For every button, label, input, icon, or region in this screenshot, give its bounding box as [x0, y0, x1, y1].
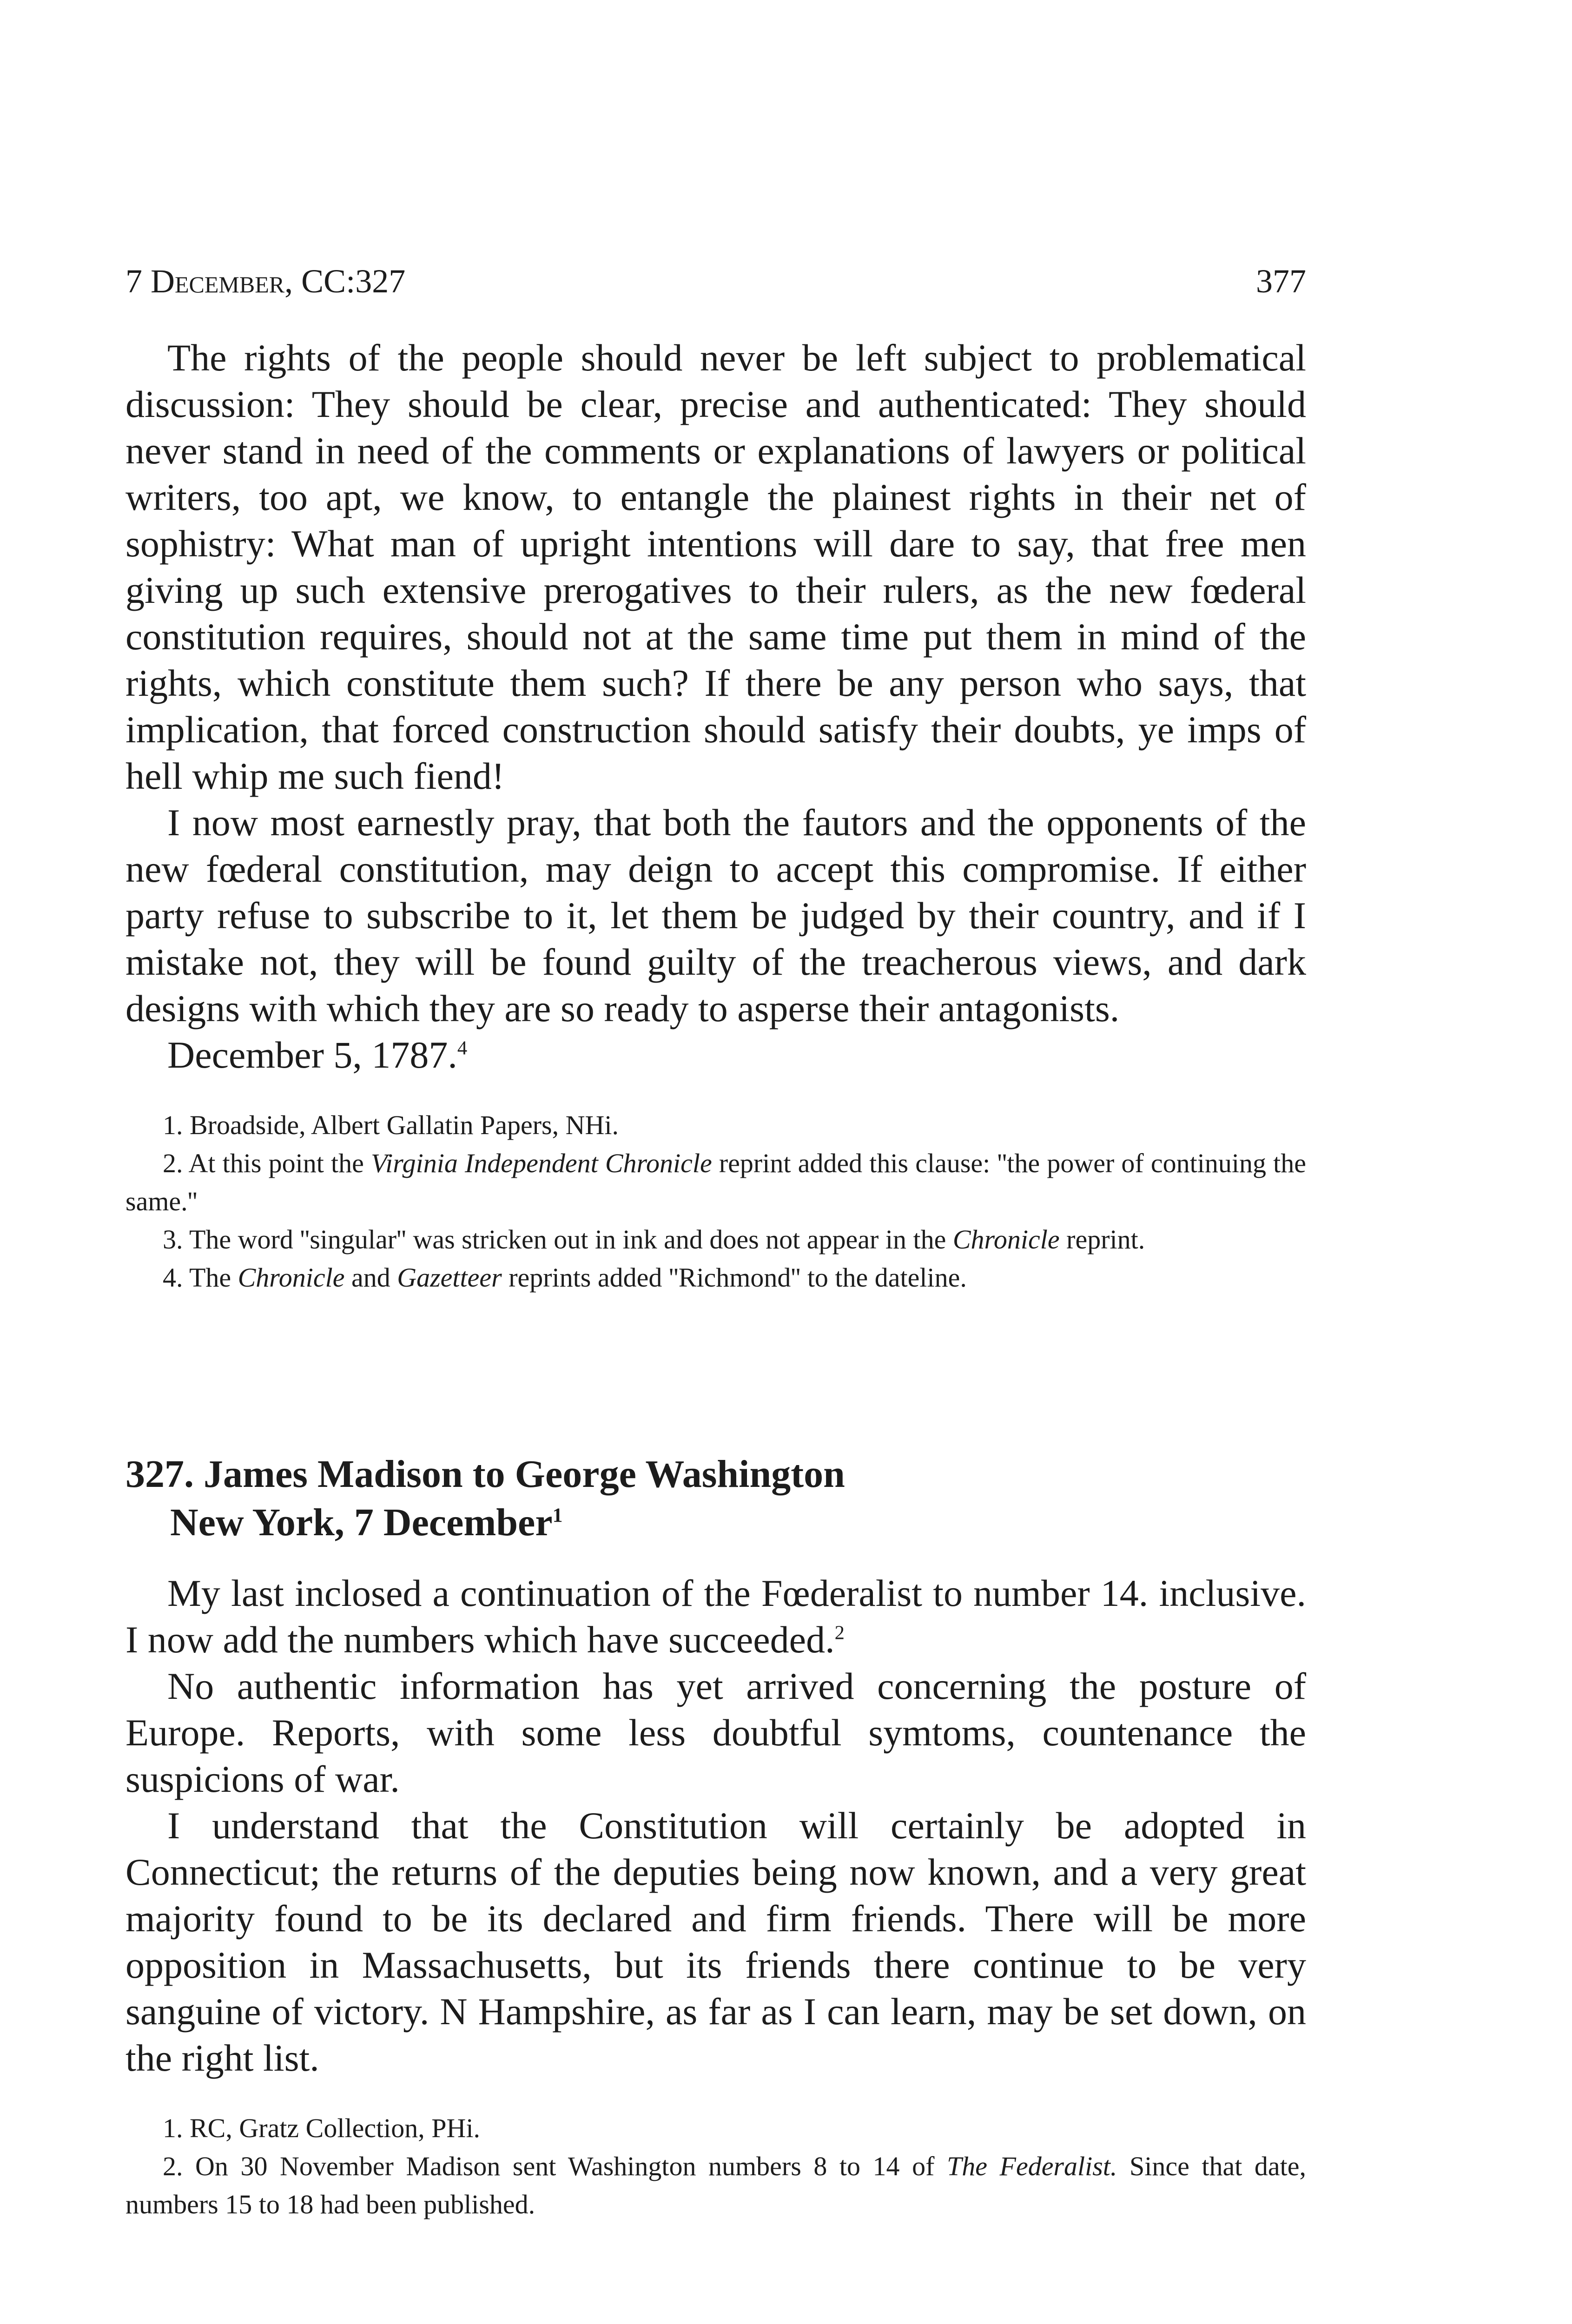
footnote-text: 3. The word ''singular'' was stricken out in ink and does not appear in the: [163, 1224, 953, 1254]
dateline: [125, 1032, 1306, 1078]
running-head-left: [125, 260, 405, 302]
section-heading: [125, 1450, 1306, 1547]
footnote-italic: Chronicle: [952, 1224, 1060, 1254]
footnote-italic: Chronicle: [238, 1262, 345, 1293]
paragraph: [125, 1570, 1306, 1663]
footnote: [125, 2147, 1306, 2224]
footnote: [125, 1221, 1306, 1259]
footnote-italic: Virginia Independent Chronicle: [371, 1148, 712, 1178]
footnote-ref: 4: [457, 1037, 468, 1059]
heading-title: 327. James Madison to George Washington: [125, 1452, 845, 1496]
paragraph: No authentic information has yet arrived concerning the posture of Europe. Reports, with some less doubtful symtoms, countenance the suspicions of war.: [125, 1665, 1306, 1800]
footnote-text: 1. Broadside, Albert Gallatin Papers, NHi.: [163, 1110, 619, 1140]
paragraph: I now most earnestly pray, that both the fautors and the opponents of the new fœderal constitution, may deign to accept this compromise. If either party refuse to subscribe to it, let them be judged by their country, and if I mistake not, they will be found guilty of the treacherous views, and dark designs with which they are so ready to asperse their antagonists.: [125, 801, 1306, 1030]
paragraph: I understand that the Constitution will certainly be adopted in Connecticut; the returns of the deputies being now known, and a very great majority found to be its declared and firm friends. There will be more opposition in Massachusetts, but its friends there continue to be very sanguine of victory. N Hampshire, as far as I can learn, may be set down, on the right list.: [125, 1804, 1306, 2079]
heading-place-date: [125, 1499, 1306, 1547]
footnote: [125, 1259, 1306, 1297]
footnote-italic: Gazetteer: [397, 1262, 502, 1293]
footnote-text: 2. On 30 November Madison sent Washington numbers 8 to 14 of: [163, 2151, 947, 2181]
footnote-italic: The Federalist.: [946, 2151, 1117, 2181]
footnote-text: 1. RC, Gratz Collection, PHi.: [163, 2113, 481, 2143]
dateline-text: December 5, 1787.: [167, 1034, 457, 1076]
page-number: 377: [1256, 263, 1306, 300]
paragraph-text: My last inclosed a continuation of the Fœderalist to number 14. inclusive. I now add the numbers which have succeeded.: [125, 1572, 1306, 1661]
footnote-text: Since that date, numbers 15 to 18 had been published.: [125, 2151, 1306, 2219]
footnote: [125, 1106, 1306, 1144]
running-head-doc-number: , CC:327: [284, 263, 406, 300]
footnotes-327: [125, 2109, 1306, 2224]
footnote-text: reprint.: [1059, 1224, 1145, 1254]
paragraph: The rights of the people should never be left subject to problematical discussion: They should be clear, precise and authenticated: They should never stand in need of the comments or explanations of lawyers or political writers, too apt, we know, to entangle the plainest rights in their net of sophistry: What man of upright intentions will dare to say, that free men giving up such extensive prerogatives to their rulers, as the new fœderal constitution requires, should not at the same time put them in mind of the rights, which constitute them such? If there be any person who says, that implication, that forced construction should satisfy their doubts, ye imps of hell whip me such fiend!: [125, 337, 1306, 797]
footnotes-326: [125, 1106, 1306, 1297]
running-head: [125, 260, 1306, 302]
heading-place-date-text: New York, 7 December: [170, 1501, 553, 1544]
document-326-text: [125, 335, 1306, 1032]
footnote-text: and: [344, 1262, 397, 1293]
running-head-month: December: [151, 263, 285, 300]
running-head-day: 7: [125, 263, 151, 300]
document-327-text: [125, 1570, 1306, 2081]
footnote-ref: 1: [552, 1504, 563, 1526]
footnote-ref: 2: [834, 1622, 845, 1644]
footnote-text: reprints added ''Richmond'' to the dateline.: [502, 1262, 967, 1293]
footnote: [125, 2109, 1306, 2147]
footnote: [125, 1144, 1306, 1221]
footnote-text: 2. At this point the: [163, 1148, 371, 1178]
footnote-text: 4. The: [163, 1262, 238, 1293]
footnote-text: reprint added this clause: ''the power of continuing the same.'': [125, 1148, 1307, 1216]
document-page: [125, 260, 1306, 2224]
